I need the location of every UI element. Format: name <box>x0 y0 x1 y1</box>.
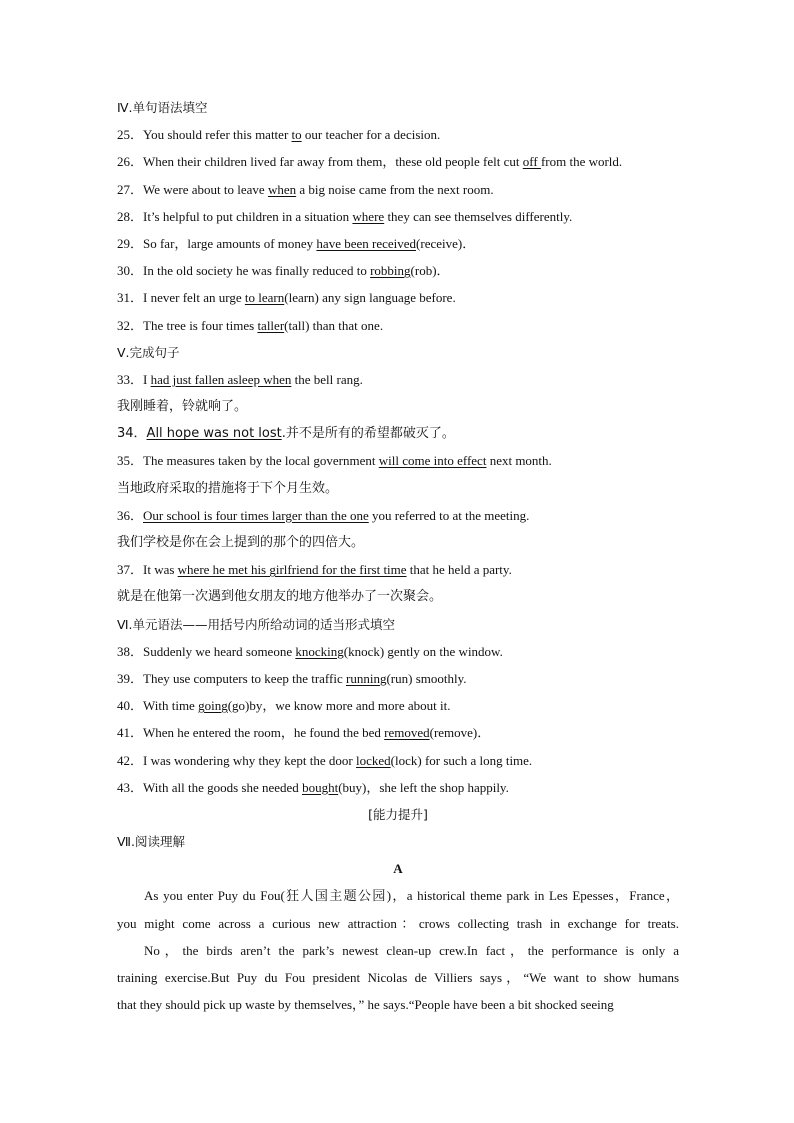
question-text: you referred to at the meeting. <box>368 507 530 523</box>
question-text: (run) smoothly. <box>386 670 467 686</box>
question-item <box>117 203 679 230</box>
question-text: 35．The measures taken by the local government <box>117 453 379 469</box>
question-text: (buy)，she left the shop happily. <box>338 779 509 795</box>
question-item <box>117 420 679 447</box>
section-heading: Ⅳ.单句语法填空 <box>117 100 208 115</box>
question-item <box>117 719 679 746</box>
question-text: next month. <box>486 453 552 469</box>
question-text: (knock) gently on the window. <box>343 643 503 659</box>
answer-text: bought <box>302 779 339 795</box>
question-item <box>117 747 679 774</box>
question-text: 43．With all the goods she needed <box>117 779 303 795</box>
question-text: (tall) than that one. <box>284 317 384 333</box>
section-heading: Ⅴ.完成句子 <box>117 344 180 360</box>
question-text: 42．I was wondering why they kept the door <box>117 752 357 768</box>
question-item <box>117 230 679 257</box>
answer-text: knocking <box>295 643 344 659</box>
answer-text: locked <box>356 752 391 768</box>
question-text: a big noise came from the next room. <box>296 181 494 197</box>
answer-text: off <box>522 154 541 170</box>
chinese-translation: 当地政府采取的措施将于下个月生效。 <box>117 480 339 496</box>
question-text: they can see themselves differently. <box>384 208 573 224</box>
question-item <box>117 447 679 474</box>
reading-passage <box>117 882 679 1018</box>
worksheet-page <box>117 94 679 1018</box>
question-text: 28．It’s helpful to put children in a situation <box>117 208 353 224</box>
question-item <box>117 284 679 311</box>
question-text: (remove)． <box>429 725 491 741</box>
question-text: 36． <box>117 507 144 523</box>
question-text: 27．We were about to leave <box>117 181 268 197</box>
question-text: 25．You should refer this matter <box>117 127 292 143</box>
question-item <box>117 774 679 801</box>
answer-text: Our school is four times larger than the one <box>143 507 369 523</box>
sentence-completion-list <box>117 366 679 611</box>
grammar-fill-list <box>117 121 679 339</box>
passage-line: that they should pick up waste by themselves，” he says.“People have been a bit shocked seeing <box>117 997 614 1013</box>
answer-text: had just fallen asleep when <box>150 371 292 387</box>
question-text: 34． <box>117 426 147 442</box>
question-text: (rob)． <box>410 263 450 279</box>
question-item <box>117 148 679 175</box>
question-item <box>117 692 679 719</box>
answer-text: where he met his girlfriend for the first time <box>177 562 407 578</box>
question-text: (go)by，we know more and more about it. <box>227 698 451 714</box>
chinese-translation: 我们学校是你在会上提到的那个的四倍大。 <box>117 535 365 550</box>
chinese-translation: 我刚睡着，铃就响了。 <box>117 399 248 415</box>
answer-text: All hope was not lost <box>146 426 282 442</box>
answer-text: removed <box>384 725 430 741</box>
question-text: 30．In the old society he was finally reduced to <box>117 263 371 279</box>
question-text: (lock) for such a long time. <box>390 752 533 768</box>
question-text: 29．So far，large amounts of money <box>117 235 317 251</box>
passage-line: No，the birds aren’t the park’s newest clean-up crew.In fact，the performance is only a <box>144 942 679 958</box>
answer-text: where <box>352 208 385 224</box>
answer-text: going <box>198 698 228 714</box>
answer-text: to <box>291 127 302 143</box>
question-item <box>117 312 679 339</box>
question-text: that he held a party. <box>406 562 512 578</box>
section-heading: Ⅵ.单元语法——用括号内所给动词的适当形式填空 <box>117 616 396 632</box>
question-text: 41．When he entered the room，he found the bed <box>117 725 385 741</box>
chinese-translation: 就是在他第一次遇到他女朋友的地方他举办了一次聚会。 <box>117 589 443 605</box>
question-text: 38．Suddenly we heard someone <box>117 643 296 659</box>
answer-text: will come into effect <box>378 453 487 469</box>
answer-text: robbing <box>370 263 411 279</box>
answer-text: to learn <box>244 290 285 306</box>
question-text: 37．It was <box>117 562 178 578</box>
question-item <box>117 556 679 583</box>
question-text: our teacher for a decision. <box>301 127 441 143</box>
passage-line: training exercise.But Puy du Fou president Nicolas de Villiers says，“We want to show humans <box>117 970 679 985</box>
question-item <box>117 638 679 665</box>
question-text: 40．With time <box>117 698 199 714</box>
question-item <box>117 366 679 393</box>
passage-line: you might come across a curious new attraction：crows collecting trash in exchange for treats. <box>117 915 679 931</box>
ability-heading: [能力提升] <box>368 806 428 822</box>
question-text: 33．I <box>117 371 151 387</box>
question-text: 31．I never felt an urge <box>117 290 245 306</box>
passage-label: A <box>393 861 403 877</box>
answer-text: running <box>346 670 387 686</box>
question-text: the bell rang. <box>291 371 363 387</box>
question-item <box>117 257 679 284</box>
question-text: 32．The tree is four times <box>117 317 258 333</box>
passage-line: As you enter Puy du Fou(狂人国主题公园)，a historical theme park in Les Epesses，France， <box>144 888 679 904</box>
question-text: 39．They use computers to keep the traffic <box>117 670 346 686</box>
question-item <box>117 502 679 529</box>
question-text: from the world. <box>540 154 623 170</box>
question-text: (learn) any sign language before. <box>284 290 456 306</box>
question-text: 26．When their children lived far away from them，these old people felt cut <box>117 154 523 170</box>
section-heading: Ⅶ.阅读理解 <box>117 834 185 850</box>
question-text: .并不是所有的希望都破灭了。 <box>281 426 455 442</box>
verb-form-list <box>117 638 679 801</box>
question-item <box>117 665 679 692</box>
question-item <box>117 121 679 148</box>
answer-text: when <box>267 181 297 197</box>
answer-text: have been received <box>316 235 417 251</box>
answer-text: taller <box>257 317 285 333</box>
question-item <box>117 176 679 203</box>
question-text: (receive)． <box>416 235 476 251</box>
